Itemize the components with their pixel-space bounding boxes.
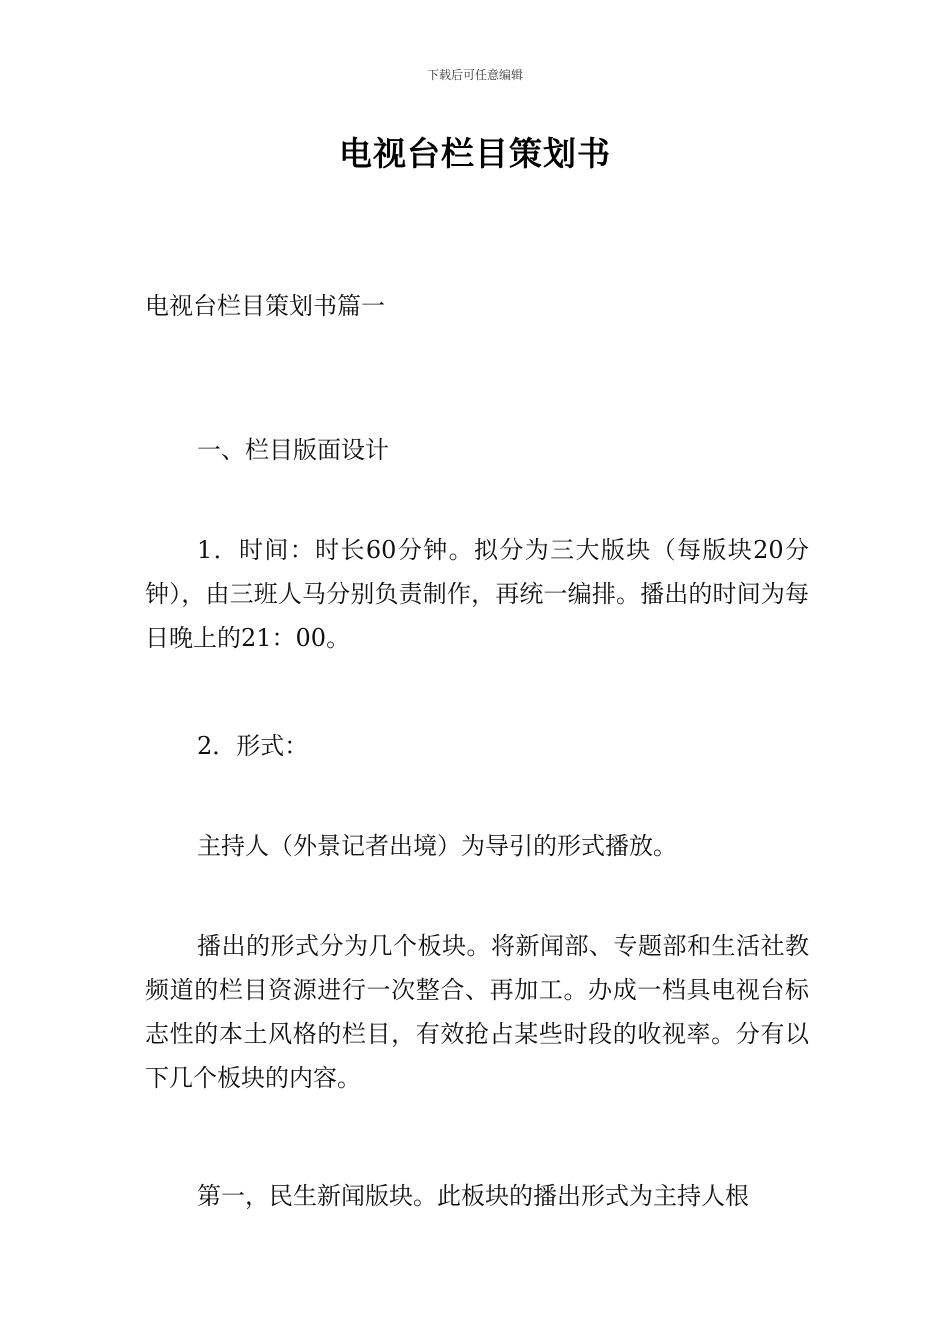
paragraph-time: 1．时间：时长60分钟。拟分为三大版块（每版块20分钟），由三班人马分别负责制作，再统一编排。播出的时间为每日晚上的21：00。 (145, 536, 809, 652)
section-heading: 一、栏目版面设计 (197, 436, 389, 464)
paragraph-broadcast: 播出的形式分为几个板块。将新闻部、专题部和生活社教频道的栏目资源进行一次整合、再加工。办成一档具电视台标志性的本土风格的栏目，有效抢占某些时段的收视率。分有以下几个板块的内容。 (145, 932, 809, 1092)
paragraph-host: 主持人（外景记者出境）为导引的形式播放。 (197, 832, 677, 860)
paragraph-form-heading: 2．形式： (197, 732, 309, 760)
document-subtitle: 电视台栏目策划书篇一 (145, 292, 385, 320)
document-title: 电视台栏目策划书 (339, 134, 611, 173)
paragraph-first-section: 第一，民生新闻版块。此板块的播出形式为主持人根 (197, 1182, 749, 1210)
header-note: 下载后可任意编辑 (426, 68, 523, 82)
